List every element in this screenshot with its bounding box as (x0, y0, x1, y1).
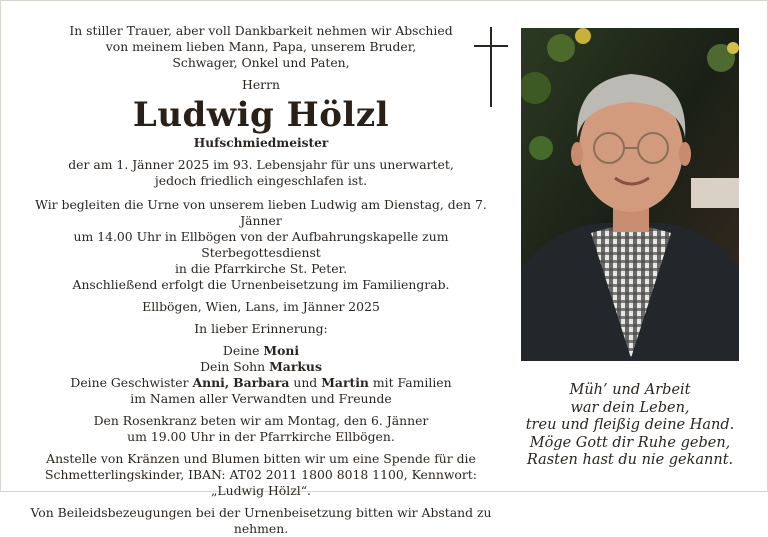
funeral-line: in die Pfarrkirche St. Peter. (174, 261, 348, 276)
poem-line: Möge Gott dir Ruhe geben, (529, 434, 731, 451)
funeral-line: Wir begleiten die Urne von unserem lieben Ludwig am Dienstag, den 7. Jänner (35, 197, 487, 228)
rosary-line: um 19.00 Uhr in der Pfarrkirche Ellbögen. (127, 429, 395, 444)
mourner-wife: Deine Moni (222, 343, 300, 358)
donation-line: Anstelle von Kränzen und Blumen bitten wir um eine Spende für die (46, 451, 476, 466)
funeral-line: um 14.00 Uhr in Ellbögen von der Aufbahrungskapelle zum Sterbegottesdienst (73, 229, 449, 260)
cross-icon (474, 27, 508, 107)
death-line: jedoch friedlich eingeschlafen ist. (154, 173, 368, 188)
intro-line: In stiller Trauer, aber voll Dankbarkeit nehmen wir Abschied (69, 23, 453, 38)
poem-line: treu und fleißig deine Hand. (525, 417, 735, 433)
memory-heading: In lieber Erinnerung: (194, 321, 328, 336)
poem (521, 382, 739, 470)
rosary-line: Den Rosenkranz beten wir am Montag, den 6. Jänner (93, 413, 429, 428)
salutation: Herrn (242, 77, 280, 92)
poem-line: war dein Leben, (570, 399, 690, 416)
donation-line: Schmetterlingskinder, IBAN: AT02 2011 1800 8018 1100, Kennwort: „Ludwig Hölzl“. (45, 467, 477, 498)
occupation: Hufschmiedmeister (193, 136, 329, 150)
condolence-note: Von Beileidsbezeugungen bei der Urnenbeisetzung bitten wir Abstand zu nehmen. (30, 505, 492, 536)
death-line: der am 1. Jänner 2025 im 93. Lebensjahr für uns unerwartet, (68, 157, 454, 172)
mourner-relatives: im Namen aller Verwandten und Freunde (130, 391, 392, 406)
mourner-siblings: Deine Geschwister Anni, Barbara und Martin mit Familien (70, 375, 452, 390)
deceased-name: Ludwig Hölzl (132, 95, 390, 135)
intro-line: Schwager, Onkel und Paten, (172, 55, 350, 70)
mourner-son: Dein Sohn Markus (200, 359, 322, 374)
poem-line: Rasten hast du nie gekannt. (526, 452, 734, 468)
portrait-illustration (521, 28, 739, 361)
obituary-text (19, 23, 503, 537)
intro-line: von meinem lieben Mann, Papa, unserem Bruder, (105, 39, 417, 54)
place-date: Ellbögen, Wien, Lans, im Jänner 2025 (142, 299, 380, 314)
burial-line: Anschließend erfolgt die Urnenbeisetzung im Familiengrab. (72, 277, 450, 292)
poem-line: Müh’ und Arbeit (569, 382, 691, 398)
portrait-photo (521, 28, 739, 361)
